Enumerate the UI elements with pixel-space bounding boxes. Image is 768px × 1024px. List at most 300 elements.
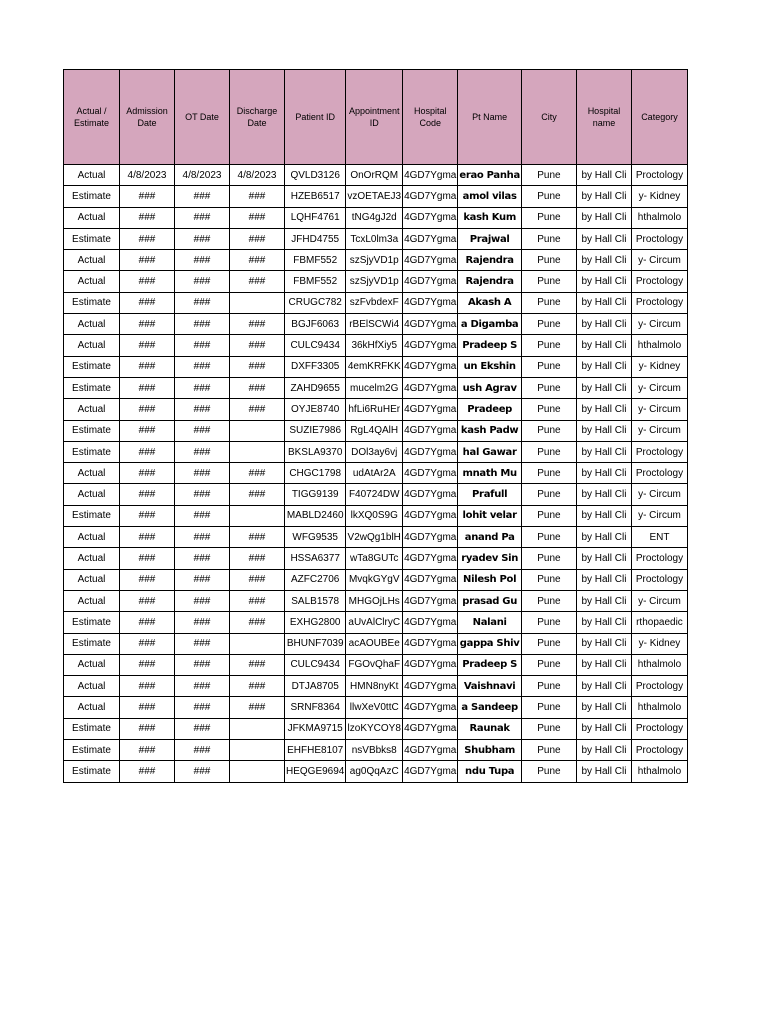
cell-patient-id[interactable]: HSSA6377: [285, 548, 346, 569]
cell-patient-id[interactable]: QVLD3126: [285, 165, 346, 186]
cell-hospital-name[interactable]: by Hall Cli: [576, 250, 631, 271]
cell-ot-date[interactable]: ###: [175, 633, 230, 654]
cell-actual-estimate[interactable]: Actual: [64, 250, 120, 271]
cell-hospital-name[interactable]: by Hall Cli: [576, 633, 631, 654]
cell-pt-name[interactable]: Prafull: [458, 484, 522, 505]
cell-actual-estimate[interactable]: Estimate: [64, 228, 120, 249]
cell-actual-estimate[interactable]: Actual: [64, 697, 120, 718]
cell-actual-estimate[interactable]: Actual: [64, 271, 120, 292]
cell-admission-date[interactable]: ###: [120, 335, 175, 356]
cell-category[interactable]: y- Circum: [631, 250, 687, 271]
cell-pt-name[interactable]: Pradeep: [458, 399, 522, 420]
cell-ot-date[interactable]: ###: [175, 399, 230, 420]
cell-pt-name[interactable]: Shubham: [458, 740, 522, 761]
cell-category[interactable]: y- Circum: [631, 399, 687, 420]
cell-patient-id[interactable]: DXFF3305: [285, 356, 346, 377]
cell-pt-name[interactable]: anand Pa: [458, 527, 522, 548]
cell-hospital-name[interactable]: by Hall Cli: [576, 612, 631, 633]
cell-category[interactable]: y- Circum: [631, 314, 687, 335]
cell-pt-name[interactable]: Pradeep S: [458, 335, 522, 356]
cell-hospital-name[interactable]: by Hall Cli: [576, 420, 631, 441]
cell-discharge-date[interactable]: ###: [230, 271, 285, 292]
cell-pt-name[interactable]: Nilesh Pol: [458, 569, 522, 590]
cell-actual-estimate[interactable]: Actual: [64, 335, 120, 356]
cell-pt-name[interactable]: amol vilas: [458, 186, 522, 207]
cell-appointment-id[interactable]: F40724DW: [346, 484, 403, 505]
cell-hospital-name[interactable]: by Hall Cli: [576, 676, 631, 697]
cell-city[interactable]: Pune: [521, 761, 576, 782]
column-header-hospital-code[interactable]: Hospital Code: [403, 70, 458, 165]
cell-hospital-code[interactable]: 4GD7Ygma: [403, 484, 458, 505]
cell-discharge-date[interactable]: ###: [230, 399, 285, 420]
cell-patient-id[interactable]: EHFHE8107: [285, 740, 346, 761]
cell-city[interactable]: Pune: [521, 654, 576, 675]
cell-hospital-code[interactable]: 4GD7Ygma: [403, 228, 458, 249]
cell-city[interactable]: Pune: [521, 527, 576, 548]
cell-actual-estimate[interactable]: Actual: [64, 484, 120, 505]
cell-discharge-date[interactable]: ###: [230, 335, 285, 356]
cell-hospital-code[interactable]: 4GD7Ygma: [403, 271, 458, 292]
cell-category[interactable]: y- Kidney: [631, 186, 687, 207]
cell-pt-name[interactable]: ndu Tupa: [458, 761, 522, 782]
cell-actual-estimate[interactable]: Actual: [64, 314, 120, 335]
cell-city[interactable]: Pune: [521, 441, 576, 462]
cell-discharge-date[interactable]: ###: [230, 527, 285, 548]
cell-ot-date[interactable]: ###: [175, 590, 230, 611]
cell-admission-date[interactable]: ###: [120, 612, 175, 633]
cell-ot-date[interactable]: ###: [175, 250, 230, 271]
column-header-city[interactable]: City: [521, 70, 576, 165]
cell-discharge-date[interactable]: [230, 718, 285, 739]
cell-actual-estimate[interactable]: Estimate: [64, 761, 120, 782]
cell-admission-date[interactable]: 4/8/2023: [120, 165, 175, 186]
cell-hospital-name[interactable]: by Hall Cli: [576, 292, 631, 313]
cell-actual-estimate[interactable]: Estimate: [64, 633, 120, 654]
cell-city[interactable]: Pune: [521, 569, 576, 590]
cell-appointment-id[interactable]: FGOvQhaF: [346, 654, 403, 675]
cell-patient-id[interactable]: WFG9535: [285, 527, 346, 548]
cell-pt-name[interactable]: Rajendra: [458, 271, 522, 292]
cell-pt-name[interactable]: ryadev Sin: [458, 548, 522, 569]
column-header-patient-id[interactable]: Patient ID: [285, 70, 346, 165]
cell-ot-date[interactable]: ###: [175, 676, 230, 697]
cell-hospital-name[interactable]: by Hall Cli: [576, 356, 631, 377]
cell-appointment-id[interactable]: vzOETAEJ3: [346, 186, 403, 207]
cell-ot-date[interactable]: ###: [175, 761, 230, 782]
cell-discharge-date[interactable]: ###: [230, 207, 285, 228]
cell-discharge-date[interactable]: ###: [230, 590, 285, 611]
cell-actual-estimate[interactable]: Estimate: [64, 420, 120, 441]
cell-appointment-id[interactable]: hfLi6RuHEr: [346, 399, 403, 420]
cell-actual-estimate[interactable]: Actual: [64, 676, 120, 697]
cell-appointment-id[interactable]: OnOrRQM: [346, 165, 403, 186]
cell-city[interactable]: Pune: [521, 165, 576, 186]
cell-actual-estimate[interactable]: Estimate: [64, 441, 120, 462]
cell-discharge-date[interactable]: ###: [230, 228, 285, 249]
cell-city[interactable]: Pune: [521, 292, 576, 313]
cell-ot-date[interactable]: ###: [175, 186, 230, 207]
cell-hospital-code[interactable]: 4GD7Ygma: [403, 186, 458, 207]
cell-city[interactable]: Pune: [521, 356, 576, 377]
cell-pt-name[interactable]: Akash A: [458, 292, 522, 313]
cell-hospital-name[interactable]: by Hall Cli: [576, 186, 631, 207]
cell-hospital-code[interactable]: 4GD7Ygma: [403, 633, 458, 654]
cell-appointment-id[interactable]: ag0QqAzC: [346, 761, 403, 782]
cell-appointment-id[interactable]: szSjyVD1p: [346, 250, 403, 271]
cell-city[interactable]: Pune: [521, 186, 576, 207]
cell-actual-estimate[interactable]: Actual: [64, 399, 120, 420]
cell-discharge-date[interactable]: ###: [230, 250, 285, 271]
cell-admission-date[interactable]: ###: [120, 250, 175, 271]
cell-hospital-code[interactable]: 4GD7Ygma: [403, 527, 458, 548]
cell-category[interactable]: y- Circum: [631, 505, 687, 526]
cell-appointment-id[interactable]: wTa8GUTc: [346, 548, 403, 569]
cell-hospital-name[interactable]: by Hall Cli: [576, 207, 631, 228]
cell-city[interactable]: Pune: [521, 399, 576, 420]
cell-pt-name[interactable]: Raunak: [458, 718, 522, 739]
cell-hospital-name[interactable]: by Hall Cli: [576, 590, 631, 611]
cell-discharge-date[interactable]: [230, 441, 285, 462]
cell-city[interactable]: Pune: [521, 271, 576, 292]
cell-category[interactable]: hthalmolo: [631, 335, 687, 356]
cell-admission-date[interactable]: ###: [120, 399, 175, 420]
cell-discharge-date[interactable]: [230, 633, 285, 654]
cell-admission-date[interactable]: ###: [120, 505, 175, 526]
cell-hospital-name[interactable]: by Hall Cli: [576, 165, 631, 186]
cell-appointment-id[interactable]: aUvAlClryC: [346, 612, 403, 633]
cell-admission-date[interactable]: ###: [120, 207, 175, 228]
column-header-ot-date[interactable]: OT Date: [175, 70, 230, 165]
cell-city[interactable]: Pune: [521, 484, 576, 505]
cell-discharge-date[interactable]: ###: [230, 377, 285, 398]
cell-category[interactable]: Proctology: [631, 740, 687, 761]
cell-patient-id[interactable]: FBMF552: [285, 250, 346, 271]
cell-discharge-date[interactable]: ###: [230, 548, 285, 569]
cell-category[interactable]: y- Circum: [631, 377, 687, 398]
cell-appointment-id[interactable]: 4emKRFKK: [346, 356, 403, 377]
cell-pt-name[interactable]: lohit velar: [458, 505, 522, 526]
cell-city[interactable]: Pune: [521, 207, 576, 228]
cell-patient-id[interactable]: DTJA8705: [285, 676, 346, 697]
cell-actual-estimate[interactable]: Actual: [64, 165, 120, 186]
cell-hospital-name[interactable]: by Hall Cli: [576, 228, 631, 249]
cell-patient-id[interactable]: EXHG2800: [285, 612, 346, 633]
cell-appointment-id[interactable]: TcxL0lm3a: [346, 228, 403, 249]
cell-hospital-code[interactable]: 4GD7Ygma: [403, 612, 458, 633]
cell-patient-id[interactable]: ZAHD9655: [285, 377, 346, 398]
cell-hospital-name[interactable]: by Hall Cli: [576, 271, 631, 292]
cell-admission-date[interactable]: ###: [120, 590, 175, 611]
cell-hospital-code[interactable]: 4GD7Ygma: [403, 420, 458, 441]
cell-admission-date[interactable]: ###: [120, 676, 175, 697]
cell-hospital-code[interactable]: 4GD7Ygma: [403, 165, 458, 186]
cell-hospital-code[interactable]: 4GD7Ygma: [403, 548, 458, 569]
cell-discharge-date[interactable]: [230, 761, 285, 782]
cell-hospital-name[interactable]: by Hall Cli: [576, 335, 631, 356]
cell-hospital-code[interactable]: 4GD7Ygma: [403, 377, 458, 398]
cell-pt-name[interactable]: kash Kum: [458, 207, 522, 228]
cell-patient-id[interactable]: BHUNF7039: [285, 633, 346, 654]
cell-appointment-id[interactable]: llwXeV0ttC: [346, 697, 403, 718]
cell-admission-date[interactable]: ###: [120, 654, 175, 675]
cell-category[interactable]: y- Kidney: [631, 356, 687, 377]
cell-patient-id[interactable]: TIGG9139: [285, 484, 346, 505]
column-header-pt-name[interactable]: Pt Name: [458, 70, 522, 165]
column-header-appointment-id[interactable]: Appointment ID: [346, 70, 403, 165]
cell-hospital-name[interactable]: by Hall Cli: [576, 505, 631, 526]
cell-pt-name[interactable]: Rajendra: [458, 250, 522, 271]
cell-pt-name[interactable]: Prajwal: [458, 228, 522, 249]
cell-category[interactable]: hthalmolo: [631, 697, 687, 718]
cell-city[interactable]: Pune: [521, 676, 576, 697]
cell-actual-estimate[interactable]: Estimate: [64, 612, 120, 633]
cell-admission-date[interactable]: ###: [120, 292, 175, 313]
cell-appointment-id[interactable]: 36kHfXiy5: [346, 335, 403, 356]
cell-appointment-id[interactable]: szSjyVD1p: [346, 271, 403, 292]
cell-city[interactable]: Pune: [521, 250, 576, 271]
cell-ot-date[interactable]: ###: [175, 718, 230, 739]
cell-hospital-name[interactable]: by Hall Cli: [576, 740, 631, 761]
cell-hospital-code[interactable]: 4GD7Ygma: [403, 569, 458, 590]
cell-admission-date[interactable]: ###: [120, 548, 175, 569]
cell-patient-id[interactable]: CRUGC782: [285, 292, 346, 313]
cell-hospital-code[interactable]: 4GD7Ygma: [403, 654, 458, 675]
cell-ot-date[interactable]: ###: [175, 207, 230, 228]
cell-ot-date[interactable]: ###: [175, 228, 230, 249]
cell-admission-date[interactable]: ###: [120, 527, 175, 548]
cell-actual-estimate[interactable]: Estimate: [64, 718, 120, 739]
cell-patient-id[interactable]: BKSLA9370: [285, 441, 346, 462]
cell-hospital-code[interactable]: 4GD7Ygma: [403, 335, 458, 356]
cell-discharge-date[interactable]: ###: [230, 697, 285, 718]
cell-ot-date[interactable]: ###: [175, 356, 230, 377]
cell-discharge-date[interactable]: [230, 505, 285, 526]
cell-hospital-name[interactable]: by Hall Cli: [576, 548, 631, 569]
cell-ot-date[interactable]: 4/8/2023: [175, 165, 230, 186]
cell-admission-date[interactable]: ###: [120, 633, 175, 654]
cell-category[interactable]: rthopaedic: [631, 612, 687, 633]
cell-discharge-date[interactable]: ###: [230, 314, 285, 335]
cell-city[interactable]: Pune: [521, 612, 576, 633]
cell-patient-id[interactable]: OYJE8740: [285, 399, 346, 420]
cell-category[interactable]: Proctology: [631, 548, 687, 569]
cell-patient-id[interactable]: CHGC1798: [285, 463, 346, 484]
cell-actual-estimate[interactable]: Estimate: [64, 356, 120, 377]
cell-city[interactable]: Pune: [521, 377, 576, 398]
cell-hospital-code[interactable]: 4GD7Ygma: [403, 761, 458, 782]
column-header-category[interactable]: Category: [631, 70, 687, 165]
cell-hospital-code[interactable]: 4GD7Ygma: [403, 441, 458, 462]
cell-pt-name[interactable]: Nalani: [458, 612, 522, 633]
cell-appointment-id[interactable]: nsVBbks8: [346, 740, 403, 761]
cell-hospital-name[interactable]: by Hall Cli: [576, 463, 631, 484]
cell-discharge-date[interactable]: ###: [230, 186, 285, 207]
cell-category[interactable]: Proctology: [631, 463, 687, 484]
cell-appointment-id[interactable]: MHGOjLHs: [346, 590, 403, 611]
cell-ot-date[interactable]: ###: [175, 271, 230, 292]
cell-appointment-id[interactable]: tNG4gJ2d: [346, 207, 403, 228]
cell-ot-date[interactable]: ###: [175, 420, 230, 441]
cell-discharge-date[interactable]: 4/8/2023: [230, 165, 285, 186]
column-header-admission-date[interactable]: Admission Date: [120, 70, 175, 165]
cell-hospital-code[interactable]: 4GD7Ygma: [403, 740, 458, 761]
cell-category[interactable]: hthalmolo: [631, 654, 687, 675]
cell-pt-name[interactable]: gappa Shiv: [458, 633, 522, 654]
cell-pt-name[interactable]: a Digamba: [458, 314, 522, 335]
cell-ot-date[interactable]: ###: [175, 548, 230, 569]
cell-admission-date[interactable]: ###: [120, 356, 175, 377]
cell-appointment-id[interactable]: rBElSCWi4: [346, 314, 403, 335]
cell-admission-date[interactable]: ###: [120, 463, 175, 484]
cell-pt-name[interactable]: erao Panha: [458, 165, 522, 186]
cell-discharge-date[interactable]: [230, 420, 285, 441]
cell-admission-date[interactable]: ###: [120, 314, 175, 335]
cell-hospital-name[interactable]: by Hall Cli: [576, 654, 631, 675]
cell-city[interactable]: Pune: [521, 505, 576, 526]
cell-hospital-code[interactable]: 4GD7Ygma: [403, 463, 458, 484]
cell-admission-date[interactable]: ###: [120, 697, 175, 718]
cell-category[interactable]: Proctology: [631, 165, 687, 186]
cell-city[interactable]: Pune: [521, 718, 576, 739]
cell-ot-date[interactable]: ###: [175, 441, 230, 462]
cell-hospital-code[interactable]: 4GD7Ygma: [403, 292, 458, 313]
cell-hospital-name[interactable]: by Hall Cli: [576, 377, 631, 398]
cell-ot-date[interactable]: ###: [175, 740, 230, 761]
cell-hospital-code[interactable]: 4GD7Ygma: [403, 718, 458, 739]
cell-actual-estimate[interactable]: Actual: [64, 654, 120, 675]
cell-patient-id[interactable]: LQHF4761: [285, 207, 346, 228]
cell-hospital-code[interactable]: 4GD7Ygma: [403, 505, 458, 526]
cell-actual-estimate[interactable]: Estimate: [64, 377, 120, 398]
cell-city[interactable]: Pune: [521, 420, 576, 441]
cell-pt-name[interactable]: un Ekshin: [458, 356, 522, 377]
cell-patient-id[interactable]: SALB1578: [285, 590, 346, 611]
cell-discharge-date[interactable]: ###: [230, 654, 285, 675]
cell-patient-id[interactable]: HEQGE9694: [285, 761, 346, 782]
cell-city[interactable]: Pune: [521, 314, 576, 335]
cell-appointment-id[interactable]: acAOUBEe: [346, 633, 403, 654]
cell-admission-date[interactable]: ###: [120, 761, 175, 782]
cell-pt-name[interactable]: kash Padw: [458, 420, 522, 441]
column-header-hospital-name[interactable]: Hospital name: [576, 70, 631, 165]
cell-ot-date[interactable]: ###: [175, 484, 230, 505]
column-header-actual-estimate[interactable]: Actual / Estimate: [64, 70, 120, 165]
cell-category[interactable]: ENT: [631, 527, 687, 548]
cell-discharge-date[interactable]: ###: [230, 356, 285, 377]
cell-appointment-id[interactable]: mucelm2G: [346, 377, 403, 398]
cell-city[interactable]: Pune: [521, 548, 576, 569]
cell-appointment-id[interactable]: udAtAr2A: [346, 463, 403, 484]
cell-ot-date[interactable]: ###: [175, 377, 230, 398]
cell-patient-id[interactable]: SUZIE7986: [285, 420, 346, 441]
cell-category[interactable]: y- Circum: [631, 484, 687, 505]
cell-category[interactable]: Proctology: [631, 292, 687, 313]
cell-actual-estimate[interactable]: Actual: [64, 207, 120, 228]
cell-discharge-date[interactable]: ###: [230, 484, 285, 505]
cell-admission-date[interactable]: ###: [120, 420, 175, 441]
column-header-discharge-date[interactable]: Discharge Date: [230, 70, 285, 165]
cell-pt-name[interactable]: Vaishnavi: [458, 676, 522, 697]
cell-hospital-code[interactable]: 4GD7Ygma: [403, 590, 458, 611]
cell-city[interactable]: Pune: [521, 463, 576, 484]
cell-discharge-date[interactable]: ###: [230, 676, 285, 697]
cell-discharge-date[interactable]: ###: [230, 612, 285, 633]
cell-hospital-code[interactable]: 4GD7Ygma: [403, 356, 458, 377]
cell-hospital-code[interactable]: 4GD7Ygma: [403, 250, 458, 271]
cell-discharge-date[interactable]: ###: [230, 569, 285, 590]
cell-patient-id[interactable]: CULC9434: [285, 654, 346, 675]
cell-appointment-id[interactable]: V2wQg1blH: [346, 527, 403, 548]
cell-hospital-name[interactable]: by Hall Cli: [576, 484, 631, 505]
cell-patient-id[interactable]: MABLD2460: [285, 505, 346, 526]
cell-patient-id[interactable]: BGJF6063: [285, 314, 346, 335]
cell-hospital-code[interactable]: 4GD7Ygma: [403, 399, 458, 420]
cell-pt-name[interactable]: Pradeep S: [458, 654, 522, 675]
cell-category[interactable]: Proctology: [631, 271, 687, 292]
cell-hospital-name[interactable]: by Hall Cli: [576, 441, 631, 462]
cell-ot-date[interactable]: ###: [175, 335, 230, 356]
cell-category[interactable]: hthalmolo: [631, 207, 687, 228]
cell-actual-estimate[interactable]: Actual: [64, 463, 120, 484]
cell-admission-date[interactable]: ###: [120, 740, 175, 761]
cell-appointment-id[interactable]: lzoKYCOY8: [346, 718, 403, 739]
cell-ot-date[interactable]: ###: [175, 612, 230, 633]
cell-ot-date[interactable]: ###: [175, 463, 230, 484]
cell-admission-date[interactable]: ###: [120, 569, 175, 590]
cell-category[interactable]: y- Circum: [631, 590, 687, 611]
cell-ot-date[interactable]: ###: [175, 654, 230, 675]
cell-ot-date[interactable]: ###: [175, 505, 230, 526]
cell-pt-name[interactable]: mnath Mu: [458, 463, 522, 484]
cell-hospital-code[interactable]: 4GD7Ygma: [403, 676, 458, 697]
cell-category[interactable]: Proctology: [631, 676, 687, 697]
cell-hospital-name[interactable]: by Hall Cli: [576, 569, 631, 590]
cell-hospital-name[interactable]: by Hall Cli: [576, 399, 631, 420]
cell-city[interactable]: Pune: [521, 697, 576, 718]
cell-admission-date[interactable]: ###: [120, 441, 175, 462]
cell-patient-id[interactable]: JFKMA9715: [285, 718, 346, 739]
cell-appointment-id[interactable]: RgL4QAlH: [346, 420, 403, 441]
cell-patient-id[interactable]: JFHD4755: [285, 228, 346, 249]
cell-actual-estimate[interactable]: Estimate: [64, 505, 120, 526]
cell-ot-date[interactable]: ###: [175, 527, 230, 548]
cell-actual-estimate[interactable]: Estimate: [64, 740, 120, 761]
cell-patient-id[interactable]: SRNF8364: [285, 697, 346, 718]
cell-actual-estimate[interactable]: Estimate: [64, 186, 120, 207]
cell-category[interactable]: hthalmolo: [631, 761, 687, 782]
cell-ot-date[interactable]: ###: [175, 569, 230, 590]
cell-admission-date[interactable]: ###: [120, 271, 175, 292]
cell-pt-name[interactable]: ush Agrav: [458, 377, 522, 398]
cell-category[interactable]: Proctology: [631, 441, 687, 462]
cell-category[interactable]: y- Kidney: [631, 633, 687, 654]
cell-admission-date[interactable]: ###: [120, 228, 175, 249]
cell-hospital-name[interactable]: by Hall Cli: [576, 697, 631, 718]
cell-admission-date[interactable]: ###: [120, 718, 175, 739]
cell-city[interactable]: Pune: [521, 335, 576, 356]
cell-appointment-id[interactable]: DOl3ay6vj: [346, 441, 403, 462]
cell-admission-date[interactable]: ###: [120, 484, 175, 505]
cell-actual-estimate[interactable]: Actual: [64, 548, 120, 569]
cell-admission-date[interactable]: ###: [120, 186, 175, 207]
cell-pt-name[interactable]: hal Gawar: [458, 441, 522, 462]
cell-actual-estimate[interactable]: Estimate: [64, 292, 120, 313]
cell-admission-date[interactable]: ###: [120, 377, 175, 398]
cell-category[interactable]: Proctology: [631, 569, 687, 590]
cell-discharge-date[interactable]: [230, 292, 285, 313]
cell-pt-name[interactable]: prasad Gu: [458, 590, 522, 611]
cell-ot-date[interactable]: ###: [175, 292, 230, 313]
